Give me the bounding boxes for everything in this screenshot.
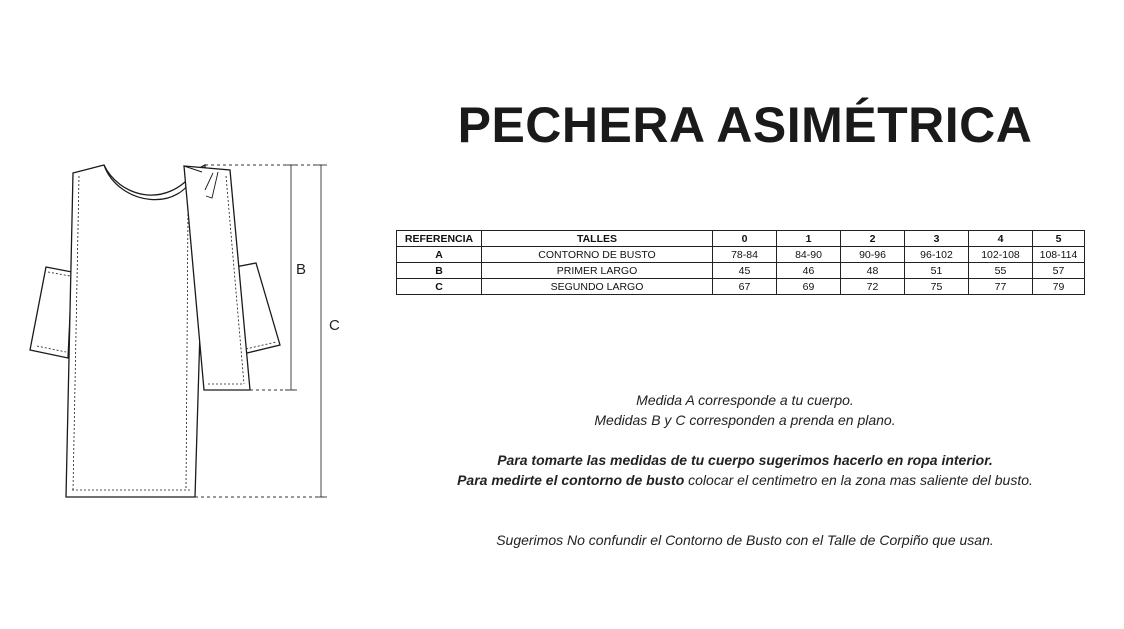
measure-b-label: B xyxy=(296,261,307,278)
table-cell: 57 xyxy=(1033,263,1085,279)
suggestion-note xyxy=(440,530,1050,550)
measure-c-label: C xyxy=(329,317,340,334)
table-cell: 90-96 xyxy=(841,247,905,263)
table-cell: 75 xyxy=(905,279,969,295)
table-row xyxy=(397,263,1085,279)
header-size-3: 3 xyxy=(905,231,969,247)
table-cell: 79 xyxy=(1033,279,1085,295)
header-size-2: 2 xyxy=(841,231,905,247)
note-line-2: Medidas B y C corresponden a prenda en plano. xyxy=(594,412,896,428)
table-cell: 72 xyxy=(841,279,905,295)
table-cell: 102-108 xyxy=(969,247,1033,263)
table-header-row xyxy=(397,231,1085,247)
row-ref: C xyxy=(397,279,482,295)
left-sleeve xyxy=(30,267,72,358)
header-referencia: REFERENCIA xyxy=(397,231,482,247)
row-name: SEGUNDO LARGO xyxy=(482,279,713,295)
table-cell: 46 xyxy=(777,263,841,279)
note-line-4-rest: colocar el centimetro en la zona mas saliente del busto. xyxy=(684,472,1033,488)
table-row xyxy=(397,247,1085,263)
table-cell: 84-90 xyxy=(777,247,841,263)
garment-body xyxy=(66,165,205,497)
header-size-0: 0 xyxy=(713,231,777,247)
table-cell: 69 xyxy=(777,279,841,295)
row-ref: A xyxy=(397,247,482,263)
table-row xyxy=(397,279,1085,295)
table-cell: 45 xyxy=(713,263,777,279)
page-title: PECHERA ASIMÉTRICA xyxy=(457,97,1033,153)
row-ref: B xyxy=(397,263,482,279)
note-line-4 xyxy=(440,470,1050,490)
note-line-4-bold: Para medirte el contorno de busto xyxy=(457,472,685,488)
measure-notes xyxy=(440,390,1050,430)
row-name: CONTORNO DE BUSTO xyxy=(482,247,713,263)
note-line-5: Sugerimos No confundir el Contorno de Busto con el Talle de Corpiño que usan. xyxy=(496,532,994,548)
table-cell: 48 xyxy=(841,263,905,279)
size-table xyxy=(396,230,1085,295)
table-cell: 67 xyxy=(713,279,777,295)
table-cell: 78-84 xyxy=(713,247,777,263)
header-size-5: 5 xyxy=(1033,231,1085,247)
table-cell: 51 xyxy=(905,263,969,279)
header-talles: TALLES xyxy=(482,231,713,247)
table-cell: 108-114 xyxy=(1033,247,1085,263)
measuring-instructions xyxy=(440,450,1050,490)
note-line-1: Medida A corresponde a tu cuerpo. xyxy=(636,392,854,408)
header-size-4: 4 xyxy=(969,231,1033,247)
header-size-1: 1 xyxy=(777,231,841,247)
note-line-3: Para tomarte las medidas de tu cuerpo sugerimos hacerlo en ropa interior. xyxy=(497,452,993,468)
table-cell: 77 xyxy=(969,279,1033,295)
table-cell: 96-102 xyxy=(905,247,969,263)
row-name: PRIMER LARGO xyxy=(482,263,713,279)
table-cell: 55 xyxy=(969,263,1033,279)
